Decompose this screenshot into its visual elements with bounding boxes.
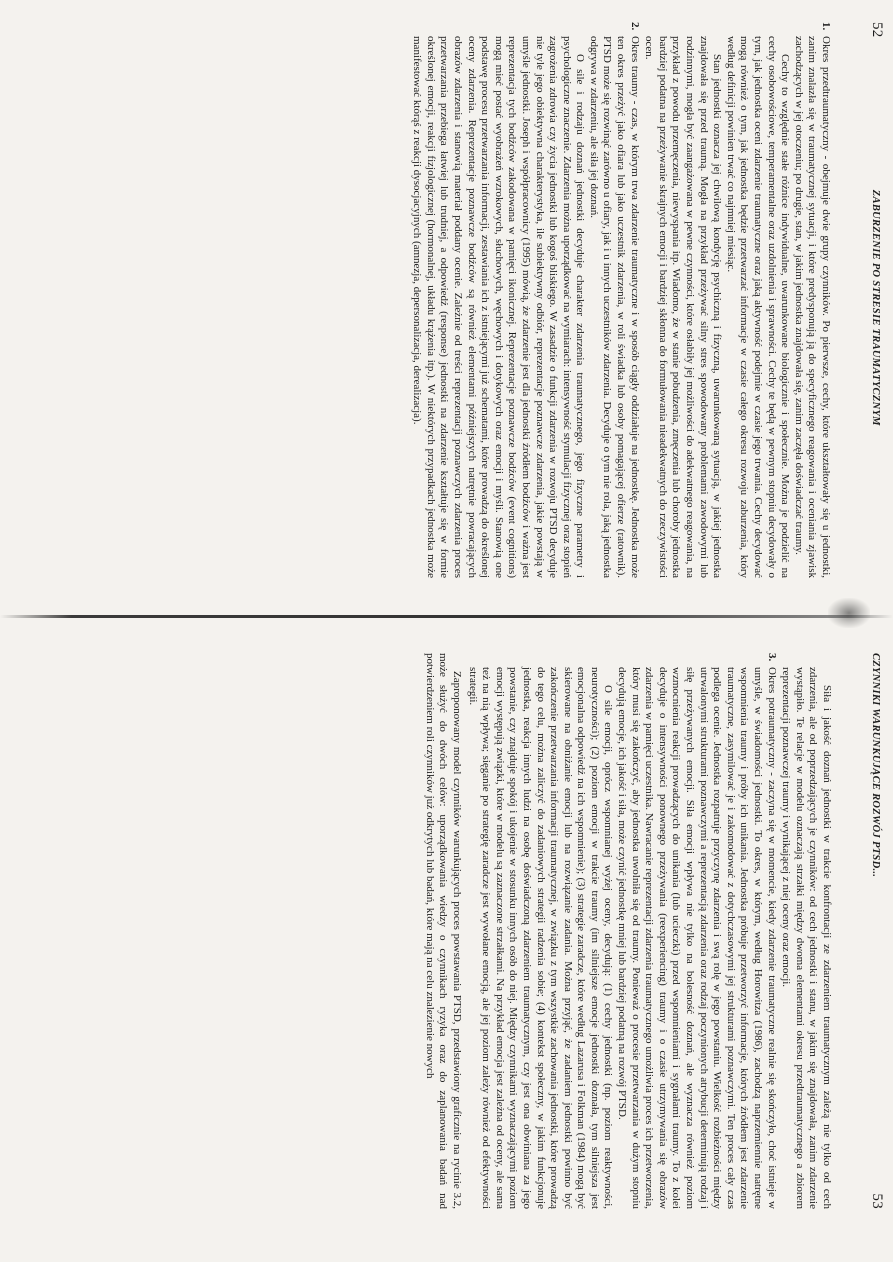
running-head — [868, 653, 885, 1209]
left-page — [0, 0, 893, 600]
list-number: 3. — [765, 653, 778, 662]
paragraph: Stan jednostki oznacza jej chwilową kondycję psychiczną i fizyczną, uwarunkowaną sytuacją, w jakiej jednostka znajdowała się przed traumą. Mogła na przykład przeżywać silny stres spowodowany problemami zawodowymi lub rodzinnymi, mogła być zaangażowana w pewne czynności, które osłabiły jej możliwości do adekwatnego reagowania, na przykład z powodu przemęczenia, niewyspania itp. Wiadomo, że w stanie pobudzenia, zmęczenia lub choroby jednostka bardziej podatna na przeżywanie skrajnych emocji i bardziej skłonna do formułowania nieadekwatnych do rzeczywistości ocen. — [643, 36, 724, 578]
paragraph: Okres przedtraumatyczny - obejmuje dwie grupy czynników. Po pierwsze, cechy, które ukształtowały się u jednostki, zanim znalazła się w traumatycznej sytuacji, i które predysponują ją do specyficznego reagowania i oceniania zjawisk zachodzących w jej otoczeniu; po drugie, stan, w jakim jednostka znajdowała się, zanim zaczęła doświadczać traumy. — [792, 36, 832, 578]
running-head-title: ZABURZENIE PO STRESIE TRAUMATYCZNYM — [870, 189, 881, 426]
right-page — [0, 631, 893, 1231]
page-number: 53 — [869, 1193, 885, 1209]
page-body — [30, 22, 833, 578]
paragraph: Siła i jakość doznań jednostki w trakcie konfrontacji ze zdarzeniem traumatycznym zależą nie tylko od cech zdarzenia, ale od poprzedzających je czynników: od cech jednostki i stanu, w jakim się znajdowała, zanim zdarzenie wystąpiło. Te relacje w modelu oznaczają strzałki między dwoma elementami okresu przedtraumatycznego a zbiorem reprezentacji poznawczej traumy i wynikającej z niej oceny oraz emocji. — [780, 667, 833, 1209]
paragraph: Okres traumy - czas, w którym trwa zdarzenie traumatyczne i w sposób ciągły oddziałuje na jednostkę. Jednostka może ten okres przeżyć jako ofiara lub jako uczestnik zdarzenia, w roli świadka lub osoby pomagającej ofierze (ratownik). PTSD może się rozwinąć zarówno u ofiary, jak i u innych uczestników zdarzenia. Decyduje o tym nie rola, jaką jednostka odgrywa w zdarzeniu, ale siła jej doznań. — [587, 36, 641, 578]
list-item-1 — [642, 22, 832, 578]
paragraph: Zaproponowany model czynników warunkujących proces powstawania PTSD, przedstawiony graficznie na rycinie 3.2, może służyć do dwóch celów: uporządkowania wiedzy o czynnikach ryzyka oraz do zaplanowania badań nad potwierdzeniem roli czynników już odkrytych lub badań, które mają na celu znalezienie nowych — [423, 653, 463, 1209]
paragraph: O sile i rodzaju doznań jednostki decyduje charakter zdarzenia traumatycznego, jego fizyczne parametry i psychologiczne znaczenie. Zdarzenia można uporządkować na wymiarach: intensywność stymulacji fizycznej oraz stopień zagrożenia zdrowia czy życia jednostki lub kogoś bliskiego. W zasadzie o funkcji zdarzenia w rozwoju PTSD decyduje nie tyle jego obiektywna charakterystyka, ile subiektywny odbiór, reprezentacje poznawcze zdarzenia, jakie powstają w umyśle jednostki. Joseph i współpracownicy (1995) mówią, że zdarzenie jest dla jednostki źródłem bodźców i ważna jest reprezentacja tych bodźców zakodowana w pamięci ikonicznej. Reprezentacje poznawcze bodźców (event cognitions) mogą mieć postać wyobrażeń wzrokowych, słuchowych, węchowych i dotykowych oraz emocji i myśli. Stanowią one podstawę procesu przetwarzania informacji, zestawiania ich z istniejącymi już schematami, które prowadzą do określonej oceny zdarzenia. Reprezentacje poznawcze bodźców są również elementami późniejszych natrętnie powracających obrazów zdarzenia i stanowią materiał poddany ocenie. Zależnie od treści reprezentacji poznawczych zdarzenia proces przetwarzania przebiega łatwiej lub trudniej, a odpowiedź (response) jednostki na zdarzenie kształtuje się w formie określonej emocji, reakcji fizjologicznej (hormonalnej, układu krążenia itp.). W niektórych przypadkach jednostka może manifestować którąś z reakcji dysocjacyjnych (amnezja, depersonalizacja, derealizacja). — [411, 36, 587, 578]
list-item-3 — [465, 653, 778, 1209]
paragraph: Cechy to względnie stałe różnice indywidualne, uwarunkowane biologicznie i społecznie. Można je podzielić na cechy osobowościowe, temperamentalne oraz uzdolnienia i sprawności. Cechy te będą w pewnym stopniu decydowały o tym, jak jednostka oceni zdarzenie traumatyczne oraz jaką aktywność podejmie w czasie jego trwania. Cechy decydować mogą również o tym, jak jednostka będzie przetwarzać informacje w czasie całego okresu rozwoju zaburzenia, który według definicji powinien trwać co najmniej miesiąc. — [724, 36, 792, 578]
paragraph: O sile emocji, oprócz wspomnianej wyżej oceny, decydują: (1) cechy jednostki (np. poziom reaktywności, neurotyczności); (2) poziom emocji w trakcie traumy (im silniejsze emocje jednostki doznała, tym silniejsza jest emocjonalna odpowiedź na ich wspomnienie); (3) strategie zaradcze, które według Lazarusa i Folkman (1984) mogą być skierowane na obniżanie emocji lub na rozwiązanie zadania. Można przyjąć, że zadaniem jednostki powinno być zakończenie przetwarzania informacji traumatycznej, w związku z tym wszystkie zachowania jednostki, które prowadzą do tego celu, można zaliczyć do zadaniowych strategii radzenia sobie; (4) kontekst społeczny, w jakim funkcjonuje jednostka, reakcja innych ludzi na osobę doświadczoną zdarzeniem traumatycznym, czy jest ona obwiniana za jego powstanie, czy znajduje spokój i ukojenie w stosunku innych osób do niej. Między czynnikami wyznaczającymi poziom emocji występują związki, które w modelu są zaznaczone strzałkami. Na przykład emocja jest zależna od oceny, ale sama też na nią wpływa; sięganie po strategię zaradcze jest wywołane emocją, ale jej poziom zależy również od efektywności strategii. — [466, 667, 615, 1209]
page-divider — [0, 615, 893, 618]
running-head — [868, 22, 885, 578]
list-number: 1. — [820, 22, 832, 31]
list-item-2 — [410, 22, 641, 578]
page-number: 52 — [869, 22, 885, 38]
paragraph: Okres potraumatyczny - zaczyna się w momencie, kiedy zdarzenie traumatyczne realnie się skończyło, choć istnieje w umyśle, w świadomości jednostki. To okres, w którym, według Horowitza (1986), zachodzą naprzemiennie natrętne wspomnienia traumy i próby ich unikania. Jednostka próbuje przetworzyć informacje, których źródłem jest zdarzenie traumatyczne, zasymilować je i zakomodować z dotychczasowymi jej strukturami poznawczymi. Ten proces cały czas podlega ocenie. Jednostka rozpatruje przyczynę zdarzenia i swą rolę w jego powstaniu. Wielkość rozbieżności między utrwalonymi strukturami poznawczymi a reprezentacją zdarzenia oraz rodzaj poczynionych atrybucji determinują rodzaj i siłę przeżywanych emocji. Siła emocji wpływa nie tylko na bolesność doznań, ale wyznacza również poziom wzmocnienia reakcji prowadzących do unikania (lub ucieczki) przed wspomnieniami i sygnałami traumy. To z kolei decyduje o intensywności ponownego przeżywania (reexperiencing) traumy i o czasie utrzymywania się obrazów zdarzenia w pamięci uczestnika. Nawracanie reprezentacji zdarzenia traumatycznego umożliwia proces ich przetworzenia, który musi się zakończyć, aby jednostka uwolniła się od traumy. Ponieważ o procesie przetwarzania w dużym stopniu decydują emocje, ich jakość i siła, może czynić jednostkę mniej lub bardziej podatną na rozwój PTSD. — [616, 667, 778, 1209]
page-body — [30, 653, 833, 1209]
running-head-title: CZYNNIKI WARUNKUJĄCE ROZWÓJ PTSD... — [870, 653, 881, 878]
list-number: 2. — [628, 22, 641, 31]
scan-smudge — [828, 598, 870, 628]
